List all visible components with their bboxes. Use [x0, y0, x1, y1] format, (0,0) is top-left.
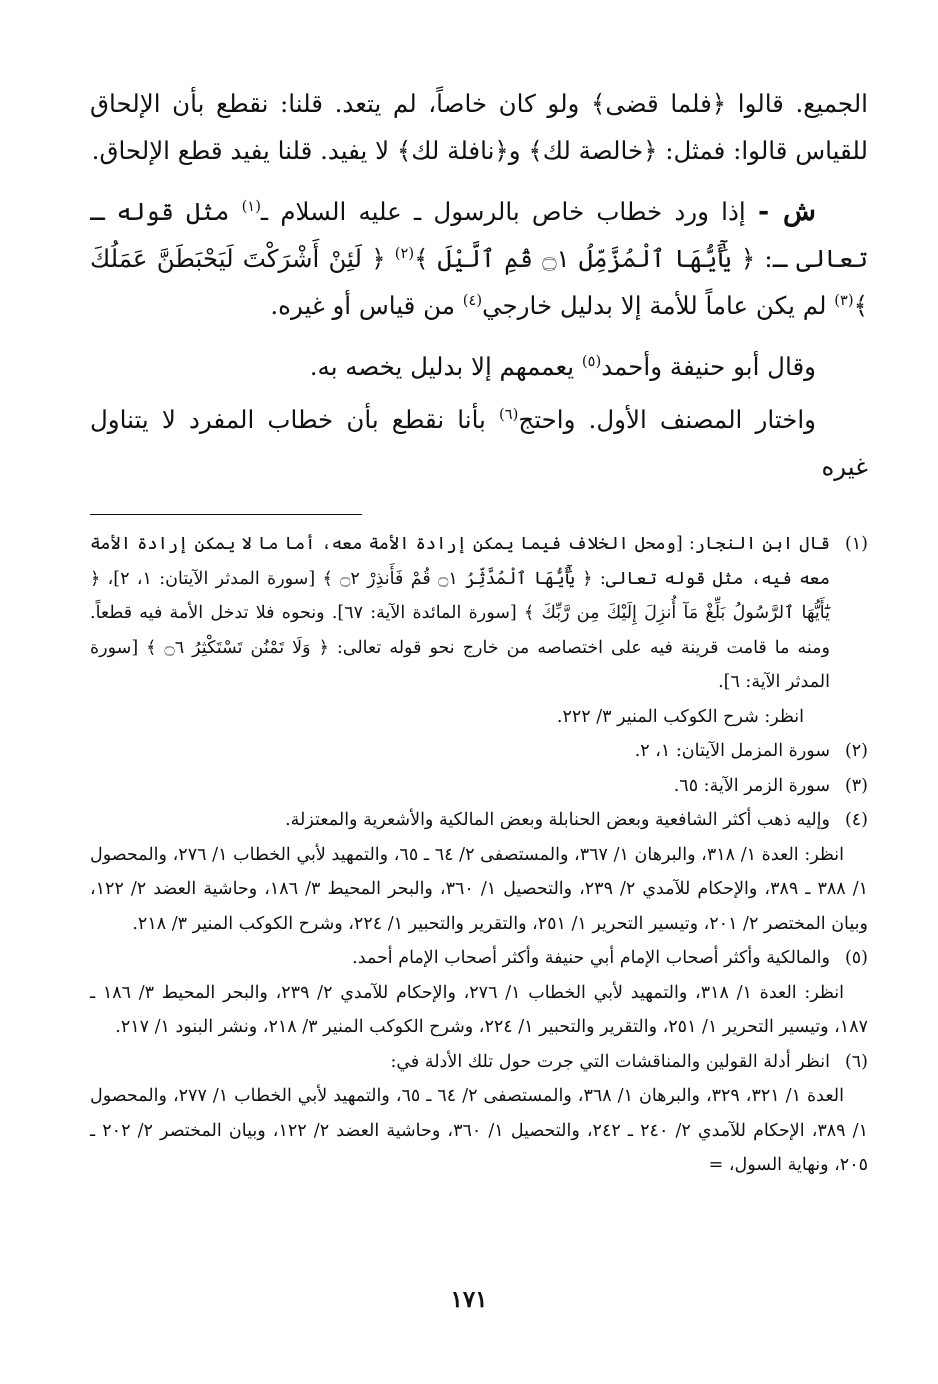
commentary-marker: ش - — [757, 196, 816, 227]
footnote-ref-4[interactable]: (٤) — [462, 291, 483, 309]
paragraph-3-part-b: يعممهم إلا بدليل يخصه به. — [309, 352, 582, 381]
footnote-text: قال ابن النجار: [ومحل الخلاف فيما يمكن إرادة الأمة معه، أما ما لا يمكن إرادة الأمة معه فيه، مثل قوله تعالى: ﴿ يَٰٓأَيُّهَا ٱلْمُدَّثِّرُ ۝١ قُمْ فَأَنذِرْ ۝٢ ﴾ [سورة المدثر الآيتان: ١، ٢]، ﴿ يَٰٓأَيُّهَا ٱلرَّسُولُ بَلِّغْ مَآ أُنزِلَ إِلَيْكَ مِن رَّبِّكَ ﴾ [سورة المائدة الآية: ٦٧]. ونحوه فلا تدخل الأمة فيه قطعاً. ومنه ما قامت قرينة فيه على اختصاصه من خارج نحو قوله تعالى: ﴿ وَلَا تَمْنُن تَسْتَكْثِرُ ۝٦ ﴾ [سورة المدثر الآية: ٦]. — [90, 534, 831, 692]
footnote-3 — [90, 769, 868, 804]
paragraph-4-part-a: واختار المصنف الأول. واحتج — [518, 405, 816, 434]
footnote-ref-6[interactable]: (٦) — [499, 405, 519, 423]
footnote-number: (٣) — [844, 775, 868, 796]
paragraph-2-part-b: مثل قوله ـ تعالى ـ: ﴿ يَٰٓأَيُّهَا ٱلْمُزَّمِّلُ ۝١ قُمِ ٱلَّيْلَ ﴾ — [90, 197, 868, 273]
footnote-1-source: انظر: شرح الكوكب المنير ٣/ ٢٢٢. — [556, 706, 804, 727]
footnote-2 — [90, 734, 868, 769]
footnote-ref-5[interactable]: (٥) — [581, 352, 602, 370]
main-text — [90, 80, 868, 490]
paragraph-2 — [90, 188, 868, 329]
footnote-number: (٦) — [844, 1051, 868, 1072]
footnote-4-source: انظر: العدة ١/ ٣١٨، والبرهان ١/ ٣٦٧، والمستصفى ٢/ ٦٤ ـ ٦٥، والتمهيد لأبي الخطاب ١/ ٢٧٦، والمحصول ١/ ٣٨٨ ـ ٣٨٩، والإحكام للآمدي ٢/ ٢٣٩، والتحصيل ١/ ٣٦٠، والبحر المحيط ٣/ ١٨٦، وحاشية العضد ٢/ ١٢٢، وبيان المختصر ٢/ ٢٠١، وتيسير التحرير ١/ ٢٥١، والتقرير والتحبير ١/ ٢٢٤، وشرح الكوكب المنير ٣/ ٢١٨. — [90, 844, 869, 934]
footnote-6-source: العدة ١/ ٣٢١، ٣٢٩، والبرهان ١/ ٣٦٨، والمستصفى ٢/ ٦٤ ـ ٦٥، والتمهيد لأبي الخطاب ١/ ٢٧٧، والمحصول ١/ ٣٨٩، الإحكام للآمدي ٢/ ٢٤٠ ـ ٢٤٢، والتحصيل ١/ ٣٦٠، وحاشية العضد ٢/ ١٢٢، وبيان المختصر ٢/ ٢٠٢ ـ ٢٠٥، ونهاية السول، = — [90, 1086, 868, 1175]
footnote-text: سورة المزمل الآيتان: ١، ٢. — [634, 741, 830, 761]
footnote-number: (١) — [844, 534, 868, 554]
footnote-1 — [90, 527, 868, 700]
footnote-number: (٤) — [844, 810, 868, 830]
footnote-text: وإليه ذهب أكثر الشافعية وبعض الحنابلة وبعض المالكية والأشعرية والمعتزلة. — [285, 810, 830, 830]
footnote-text: انظر أدلة القولين والمناقشات التي جرت حول تلك الأدلة في: — [390, 1051, 830, 1072]
footnote-4 — [90, 803, 868, 838]
footnote-5-source: انظر: العدة ١/ ٣١٨، والتمهيد لأبي الخطاب ١/ ٢٧٦، والإحكام للآمدي ٢/ ٢٣٩، والبحر المحيط ٣/ ١٨٦ ـ ١٨٧، وتيسير التحرير ١/ ٢٥١، والتقرير والتحبير ١/ ٢٢٤، وشرح الكوكب المنير ٣/ ٢١٨، ونشر البنود ١/ ٢١٧. — [90, 982, 868, 1037]
footnote-text: والمالكية وأكثر أصحاب الإمام أبي حنيفة وأكثر أصحاب الإمام أحمد. — [352, 948, 830, 968]
paragraph-4 — [90, 396, 868, 490]
paragraph-1: الجميع. قالوا ﴿فلما قضى﴾ ولو كان خاصاً، لم يتعد. قلنا: نقطع بأن الإلحاق للقياس قالوا: فمثل: ﴿خالصة لك﴾ و﴿نافلة لك﴾ لا يفيد. قلنا يفيد قطع الإلحاق. — [90, 89, 868, 165]
paragraph-2-part-a: إذا ورد خطاب خاص بالرسول ـ عليه السلام ـ — [260, 197, 758, 226]
footnote-ref-3[interactable]: (٣) — [834, 291, 854, 309]
paragraph-2-part-e: من قياس أو غيره. — [270, 291, 463, 320]
paragraph-3-part-a: وقال أبو حنيفة وأحمد — [601, 352, 816, 381]
paragraph-2-part-d: لم يكن عاماً للأمة إلا بدليل خارجي — [482, 291, 835, 320]
footnote-5 — [90, 941, 868, 976]
footnote-separator — [90, 514, 362, 515]
footnote-number: (٥) — [844, 948, 868, 968]
footnote-number: (٢) — [844, 741, 868, 761]
page-number: ١٧١ — [450, 1286, 488, 1313]
paragraph-4-part-b: بأنا نقطع بأن خطاب المفرد لا يتناول غيره — [90, 405, 868, 481]
footnote-text: سورة الزمر الآية: ٦٥. — [673, 775, 830, 796]
footnote-6 — [90, 1045, 868, 1080]
footnote-ref-2[interactable]: (٢) — [394, 244, 415, 262]
paragraph-2-part-c: ﴿ لَئِنْ أَشْرَكْتَ لَيَحْبَطَنَّ عَمَلُكَ ﴾ — [90, 244, 868, 320]
footnote-ref-1[interactable]: (١) — [241, 197, 261, 215]
paragraph-3 — [90, 343, 868, 390]
footnotes — [90, 527, 868, 1183]
